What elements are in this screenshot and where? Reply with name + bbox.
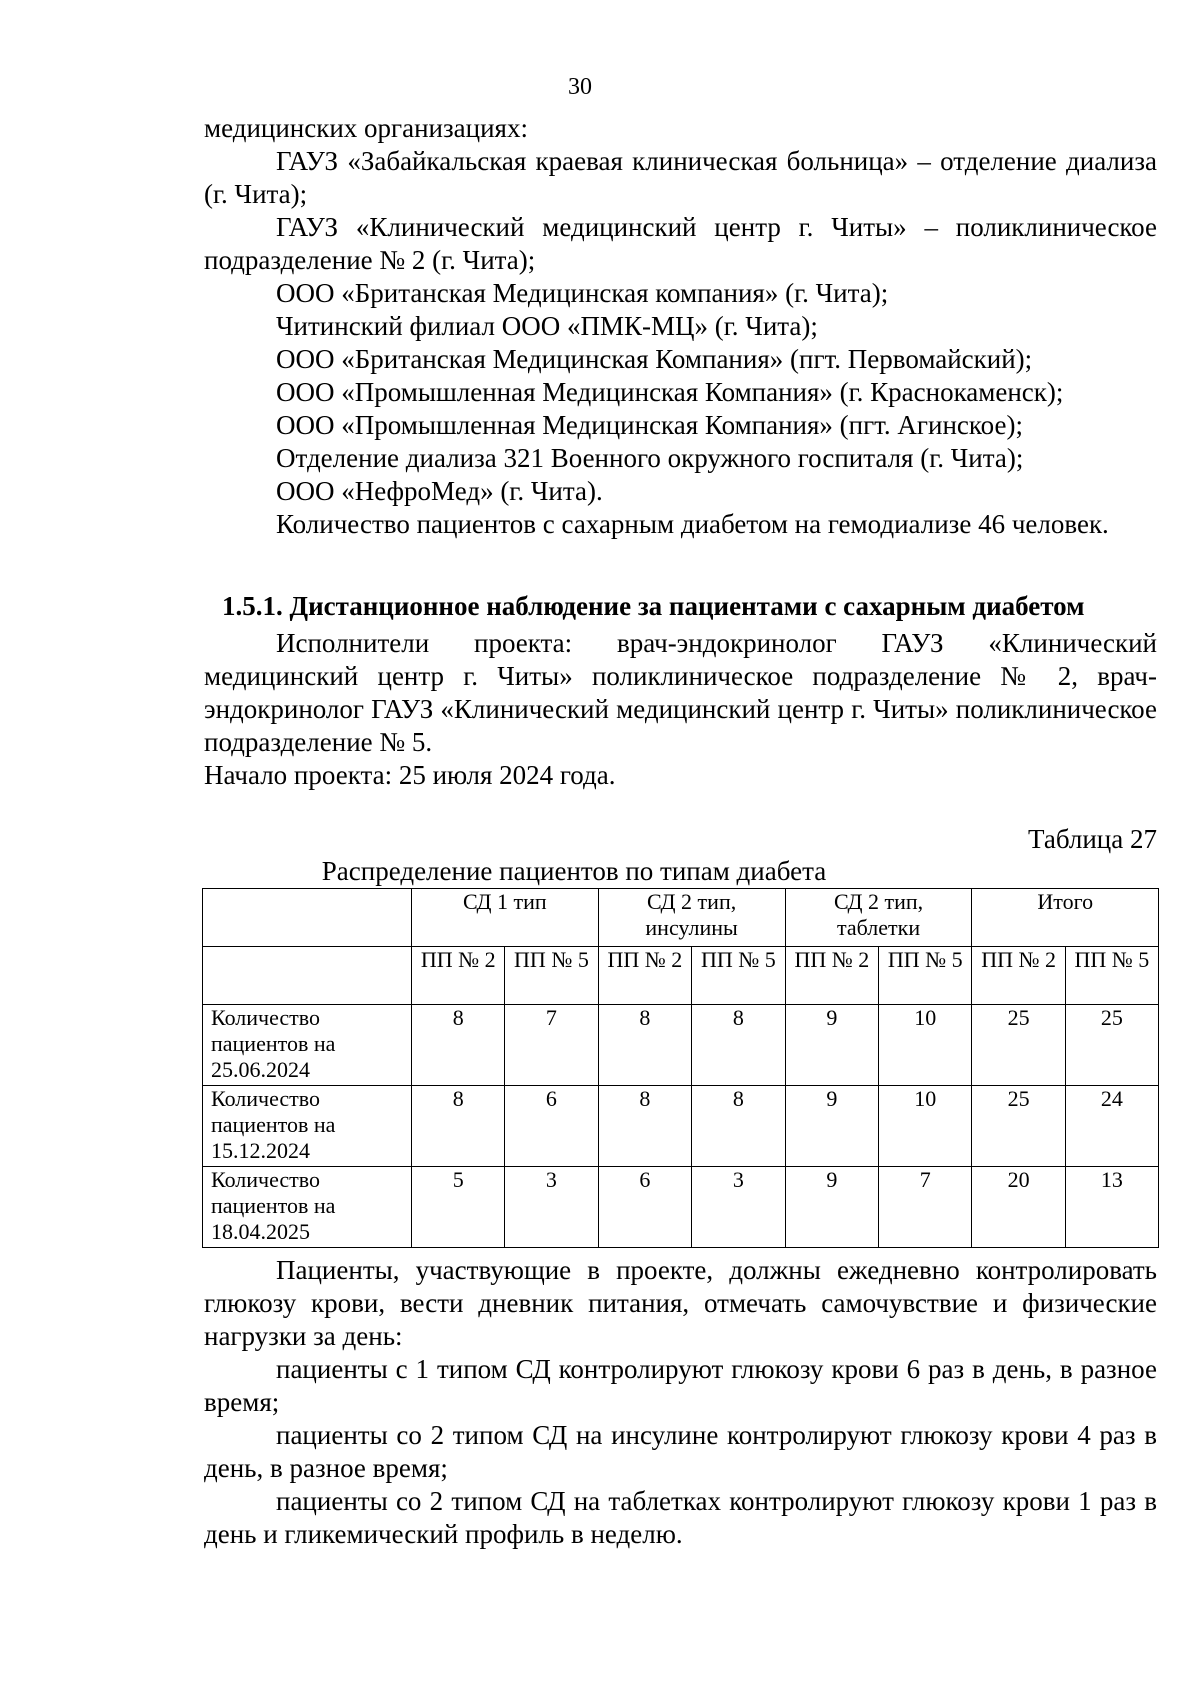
- row-label: Количество пациентов на 25.06.2024: [203, 1005, 412, 1086]
- table-empty-cell: [203, 947, 412, 1005]
- table-cell: 3: [692, 1167, 786, 1248]
- table-subheader: ПП № 2: [972, 947, 1065, 1005]
- paragraph: ГАУЗ «Забайкальская краевая клиническая больница» – отделение диализа (г. Чита);: [204, 146, 1157, 209]
- table-group-header: СД 2 тип, инсулины: [598, 889, 785, 947]
- table-cell: 25: [972, 1005, 1065, 1086]
- paragraph: пациенты со 2 типом СД на инсулине контролируют глюкозу крови 4 раз в день, в разное время;: [204, 1420, 1157, 1483]
- table-row: [203, 1005, 1159, 1086]
- table-cell: 8: [412, 1086, 505, 1167]
- table-cell: 9: [785, 1005, 878, 1086]
- paragraph: Начало проекта: 25 июля 2024 года.: [204, 760, 616, 790]
- table-group-header: СД 2 тип, таблетки: [785, 889, 972, 947]
- table-corner-cell: [203, 889, 412, 947]
- table-cell: 24: [1065, 1086, 1158, 1167]
- paragraph: пациенты со 2 типом СД на таблетках контролируют глюкозу крови 1 раз в день и гликемический профиль в неделю.: [204, 1486, 1157, 1549]
- list-item: ООО «Британская Медицинская компания» (г. Чита);: [276, 278, 889, 308]
- table-cell: 8: [598, 1086, 692, 1167]
- table-cell: 8: [412, 1005, 505, 1086]
- paragraph: Исполнители проекта: врач-эндокринолог ГАУЗ «Клинический медицинский центр г. Читы» поликлиническое подразделение № 2, врач-эндокринолог ГАУЗ «Клинический медицинский центр г. Читы» поликлиническое подразделение № 5.: [204, 628, 1157, 757]
- table-title: Распределение пациентов по типам диабета: [321, 856, 827, 886]
- paragraph: ГАУЗ «Клинический медицинский центр г. Читы» – поликлиническое подразделение № 2 (г. Чита);: [204, 212, 1157, 275]
- list-item: ООО «НефроМед» (г. Чита).: [276, 476, 603, 506]
- table-cell: 13: [1065, 1167, 1158, 1248]
- table-cell: 3: [505, 1167, 598, 1248]
- table-cell: 7: [505, 1005, 598, 1086]
- paragraph: Количество пациентов с сахарным диабетом на гемодиализе 46 человек.: [276, 509, 1109, 539]
- table-subheader: ПП № 5: [692, 947, 786, 1005]
- section-block: [204, 590, 1157, 792]
- patients-table: [202, 888, 1159, 1248]
- list-item: Читинский филиал ООО «ПМК-МЦ» (г. Чита);: [276, 311, 818, 341]
- bottom-text-block: [204, 1254, 1157, 1551]
- table-cell: 10: [879, 1086, 972, 1167]
- paragraph: пациенты с 1 типом СД контролируют глюкозу крови 6 раз в день, в разное время;: [204, 1354, 1157, 1417]
- table-subheader: ПП № 5: [879, 947, 972, 1005]
- table-cell: 6: [598, 1167, 692, 1248]
- list-item: ООО «Британская Медицинская Компания» (пгт. Первомайский);: [276, 344, 1033, 374]
- table-row: [203, 1086, 1159, 1167]
- table-cell: 9: [785, 1167, 878, 1248]
- table-subheader-row: [203, 947, 1159, 1005]
- table-cell: 8: [692, 1005, 786, 1086]
- top-text-block: [204, 112, 1157, 541]
- table-cell: 6: [505, 1086, 598, 1167]
- table-cell: 20: [972, 1167, 1065, 1248]
- table-cell: 9: [785, 1086, 878, 1167]
- table-subheader: ПП № 5: [1065, 947, 1158, 1005]
- table-caption: Таблица 27: [1028, 824, 1157, 854]
- table-cell: 5: [412, 1167, 505, 1248]
- table-subheader: ПП № 5: [505, 947, 598, 1005]
- table-cell: 8: [692, 1086, 786, 1167]
- list-item: Отделение диализа 321 Военного окружного госпиталя (г. Чита);: [276, 443, 1024, 473]
- paragraph: Пациенты, участвующие в проекте, должны ежедневно контролировать глюкозу крови, вести дневник питания, отмечать самочувствие и физические нагрузки за день:: [204, 1255, 1157, 1351]
- table-cell: 7: [879, 1167, 972, 1248]
- table-cell: 25: [972, 1086, 1065, 1167]
- row-label: Количество пациентов на 18.04.2025: [203, 1167, 412, 1248]
- table-group-header: Итого: [972, 889, 1159, 947]
- paragraph: медицинских организациях:: [204, 113, 528, 143]
- table-row: [203, 1167, 1159, 1248]
- list-item: ООО «Промышленная Медицинская Компания» (г. Краснокаменск);: [276, 377, 1064, 407]
- section-heading: 1.5.1. Дистанционное наблюдение за пациентами с сахарным диабетом: [222, 591, 1085, 621]
- row-label: Количество пациентов на 15.12.2024: [203, 1086, 412, 1167]
- table-group-header: СД 1 тип: [412, 889, 598, 947]
- table-cell: 8: [598, 1005, 692, 1086]
- table-subheader: ПП № 2: [412, 947, 505, 1005]
- table-subheader: ПП № 2: [598, 947, 692, 1005]
- table-subheader: ПП № 2: [785, 947, 878, 1005]
- list-item: ООО «Промышленная Медицинская Компания» (пгт. Агинское);: [276, 410, 1023, 440]
- table-cell: 25: [1065, 1005, 1158, 1086]
- table-cell: 10: [879, 1005, 972, 1086]
- page-number: 30: [568, 74, 592, 100]
- table-header-row: [203, 889, 1159, 947]
